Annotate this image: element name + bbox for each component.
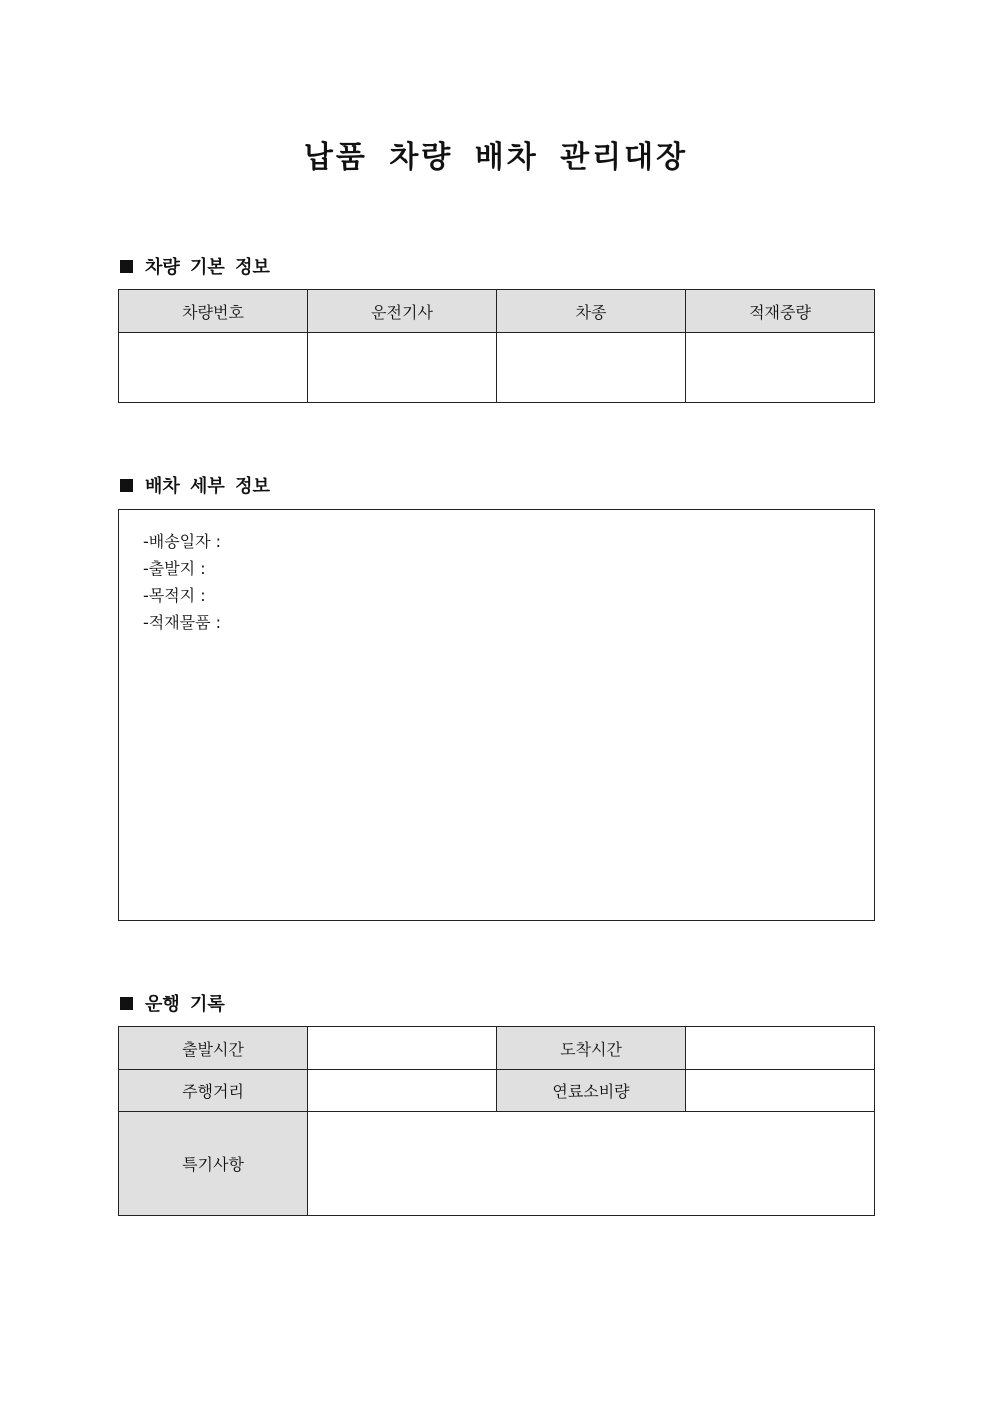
vehicle-info-heading [118, 253, 270, 279]
document-title: 납품 차량 배차 관리대장 [303, 140, 689, 175]
arrival-time-label: 도착시간 [497, 1027, 686, 1070]
dispatch-detail-heading-text: 배차 세부 정보 [145, 476, 270, 497]
column-header-vehicle-type: 차종 [497, 290, 686, 333]
operation-log-heading [118, 990, 225, 1016]
departure-time-label: 출발시간 [119, 1027, 308, 1070]
dispatch-detail-box[interactable] [118, 509, 875, 921]
vehicle-info-table [118, 289, 875, 403]
vehicle-number-cell[interactable] [119, 333, 308, 403]
square-bullet-icon [120, 479, 133, 492]
time-row [119, 1027, 875, 1070]
remarks-row [119, 1112, 875, 1216]
column-header-driver: 운전기사 [308, 290, 497, 333]
column-header-vehicle-number: 차량번호 [119, 290, 308, 333]
operation-log-table [118, 1026, 875, 1216]
remarks-cell[interactable] [308, 1112, 875, 1216]
departure-time-cell[interactable] [308, 1027, 497, 1070]
operation-log-heading-text: 운행 기록 [145, 994, 225, 1015]
vehicle-info-heading-text: 차량 기본 정보 [145, 257, 270, 278]
arrival-time-cell[interactable] [686, 1027, 875, 1070]
distance-fuel-row [119, 1070, 875, 1112]
destination-line: -목적지 : [143, 586, 206, 605]
square-bullet-icon [120, 260, 133, 273]
origin-line: -출발지 : [143, 559, 206, 578]
dispatch-detail-list [143, 528, 221, 636]
load-weight-cell[interactable] [686, 333, 875, 403]
fuel-cell[interactable] [686, 1070, 875, 1112]
square-bullet-icon [120, 997, 133, 1010]
vehicle-info-value-row [119, 333, 875, 403]
dispatch-detail-heading [118, 472, 270, 498]
fuel-label: 연료소비량 [497, 1070, 686, 1112]
distance-label: 주행거리 [119, 1070, 308, 1112]
driver-cell[interactable] [308, 333, 497, 403]
distance-cell[interactable] [308, 1070, 497, 1112]
column-header-load-weight: 적재중량 [686, 290, 875, 333]
cargo-line: -적재물품 : [143, 613, 222, 632]
remarks-label: 특기사항 [119, 1112, 308, 1216]
vehicle-info-header-row [119, 290, 875, 333]
delivery-date-line: -배송일자 : [143, 532, 222, 551]
vehicle-type-cell[interactable] [497, 333, 686, 403]
